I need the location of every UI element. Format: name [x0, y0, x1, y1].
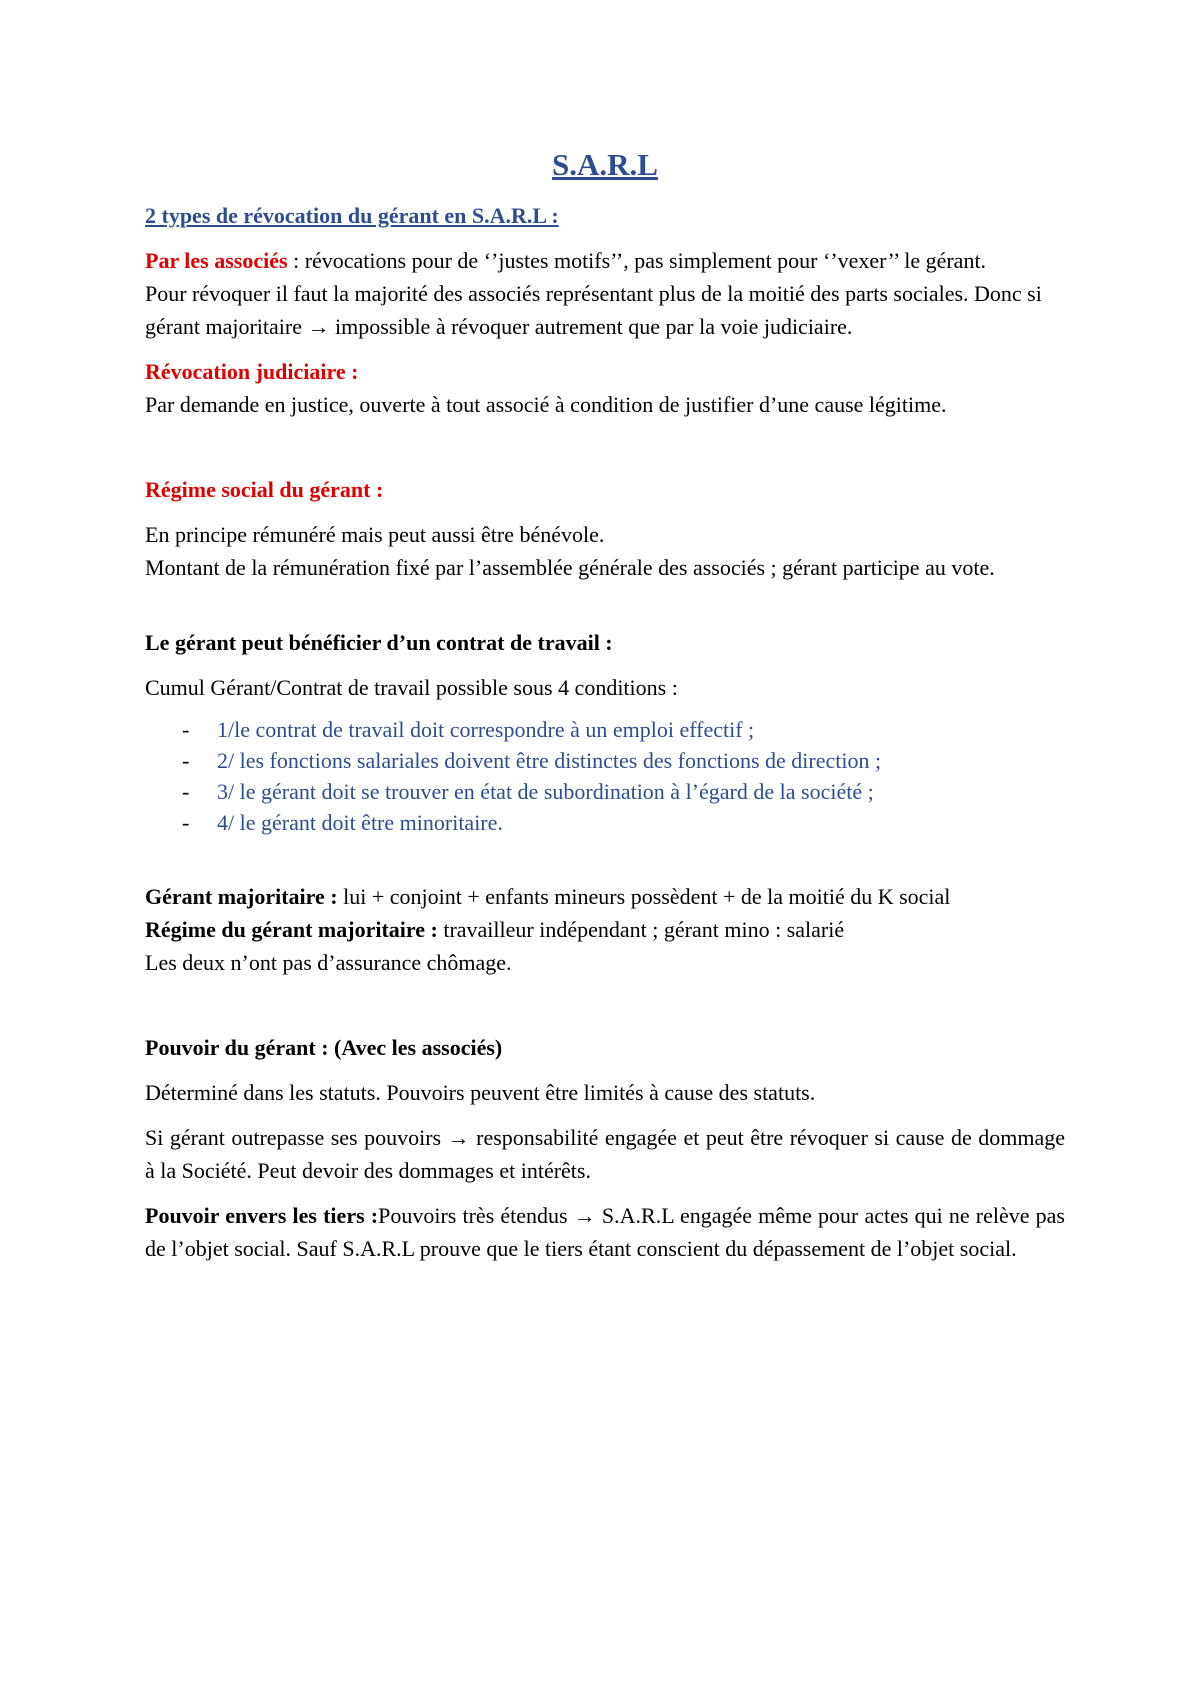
regime-majoritaire-text: travailleur indépendant ; gérant mino : salarié [437, 917, 845, 942]
heading-pouvoir-gerant: Pouvoir du gérant : (Avec les associés) [145, 1035, 503, 1060]
page-title: S.A.R.L [552, 147, 658, 182]
pouvoir-tiers-paragraph [145, 1199, 1065, 1265]
regime-majoritaire-paragraph [145, 913, 1065, 946]
condition-text: 1/le contrat de travail doit correspondre à un emploi effectif ; [217, 717, 755, 742]
gerant-majoritaire-paragraph [145, 880, 1065, 913]
revocation-judiciaire-text: Par demande en justice, ouverte à tout associé à condition de justifier d’une cause légitime. [145, 392, 947, 417]
assurance-chomage-text: Les deux n’ont pas d’assurance chômage. [145, 950, 512, 975]
pouvoir-outrepasse-paragraph [145, 1121, 1065, 1187]
revocation-associes-paragraph [145, 244, 1065, 277]
dash-bullet: - [182, 717, 190, 742]
majority-paragraph [145, 277, 1065, 343]
gerant-majoritaire-label: Gérant majoritaire : [145, 884, 338, 909]
dash-bullet: - [182, 810, 190, 835]
heading-regime-social: Régime social du gérant : [145, 477, 384, 502]
revocation-associes-text: : révocations pour de ‘’justes motifs’’, pas simplement pour ‘’vexer’’ le gérant. [287, 248, 987, 273]
regime-social-line-2: Montant de la rémunération fixé par l’assemblée générale des associés ; gérant participe au vote. [145, 555, 995, 580]
list-item [145, 807, 1065, 838]
condition-text: 2/ les fonctions salariales doivent être distinctes des fonctions de direction ; [217, 748, 882, 773]
list-item [145, 714, 1065, 745]
heading-contrat-travail: Le gérant peut bénéficier d’un contrat de travail : [145, 630, 613, 655]
regime-majoritaire-label: Régime du gérant majoritaire : [145, 917, 438, 942]
contrat-travail-intro: Cumul Gérant/Contrat de travail possible sous 4 conditions : [145, 675, 678, 700]
arrow-icon: → [447, 1125, 470, 1150]
majority-text-end: impossible à révoquer autrement que par la voie judiciaire. [329, 314, 853, 339]
dash-bullet: - [182, 779, 190, 804]
condition-text: 3/ le gérant doit se trouver en état de subordination à l’égard de la société ; [217, 779, 874, 804]
outrepasse-text-end: responsabilité engagée et peut être révoquer si cause de dommage à la Société. Peut devoir des dommages et intérêts. [145, 1125, 1065, 1183]
document-body [145, 145, 1065, 1265]
regime-social-line-1: En principe rémunéré mais peut aussi être bénévole. [145, 522, 605, 547]
list-item [145, 745, 1065, 776]
pouvoir-tiers-text-start: Pouvoirs très étendus [378, 1203, 574, 1228]
dash-bullet: - [182, 748, 190, 773]
pouvoir-tiers-label: Pouvoir envers les tiers : [145, 1203, 379, 1228]
pouvoir-tiers-text-end: S.A.R.L engagée même pour actes qui ne relève pas de l’objet social. Sauf S.A.R.L prouve que le tiers étant conscient du dépassement de l’objet social. [145, 1203, 1065, 1261]
heading-revocation-judiciaire: Révocation judiciaire : [145, 359, 359, 384]
majority-text-start: Pour révoquer il faut la majorité des associés représentant plus de la moitié des parts sociales. Donc si gérant majoritaire [145, 281, 1042, 339]
pouvoir-statuts-text: Déterminé dans les statuts. Pouvoirs peuvent être limités à cause des statuts. [145, 1080, 816, 1105]
condition-text: 4/ le gérant doit être minoritaire. [217, 810, 503, 835]
arrow-icon: → [307, 314, 330, 339]
section-subtitle: 2 types de révocation du gérant en S.A.R.L : [145, 203, 559, 228]
arrow-icon: → [573, 1203, 596, 1228]
outrepasse-text-start: Si gérant outrepasse ses pouvoirs [145, 1125, 448, 1150]
list-item [145, 776, 1065, 807]
gerant-majoritaire-text: lui + conjoint + enfants mineurs possèdent + de la moitié du K social [337, 884, 951, 909]
conditions-list [145, 714, 1065, 838]
heading-par-les-associes: Par les associés [145, 248, 288, 273]
